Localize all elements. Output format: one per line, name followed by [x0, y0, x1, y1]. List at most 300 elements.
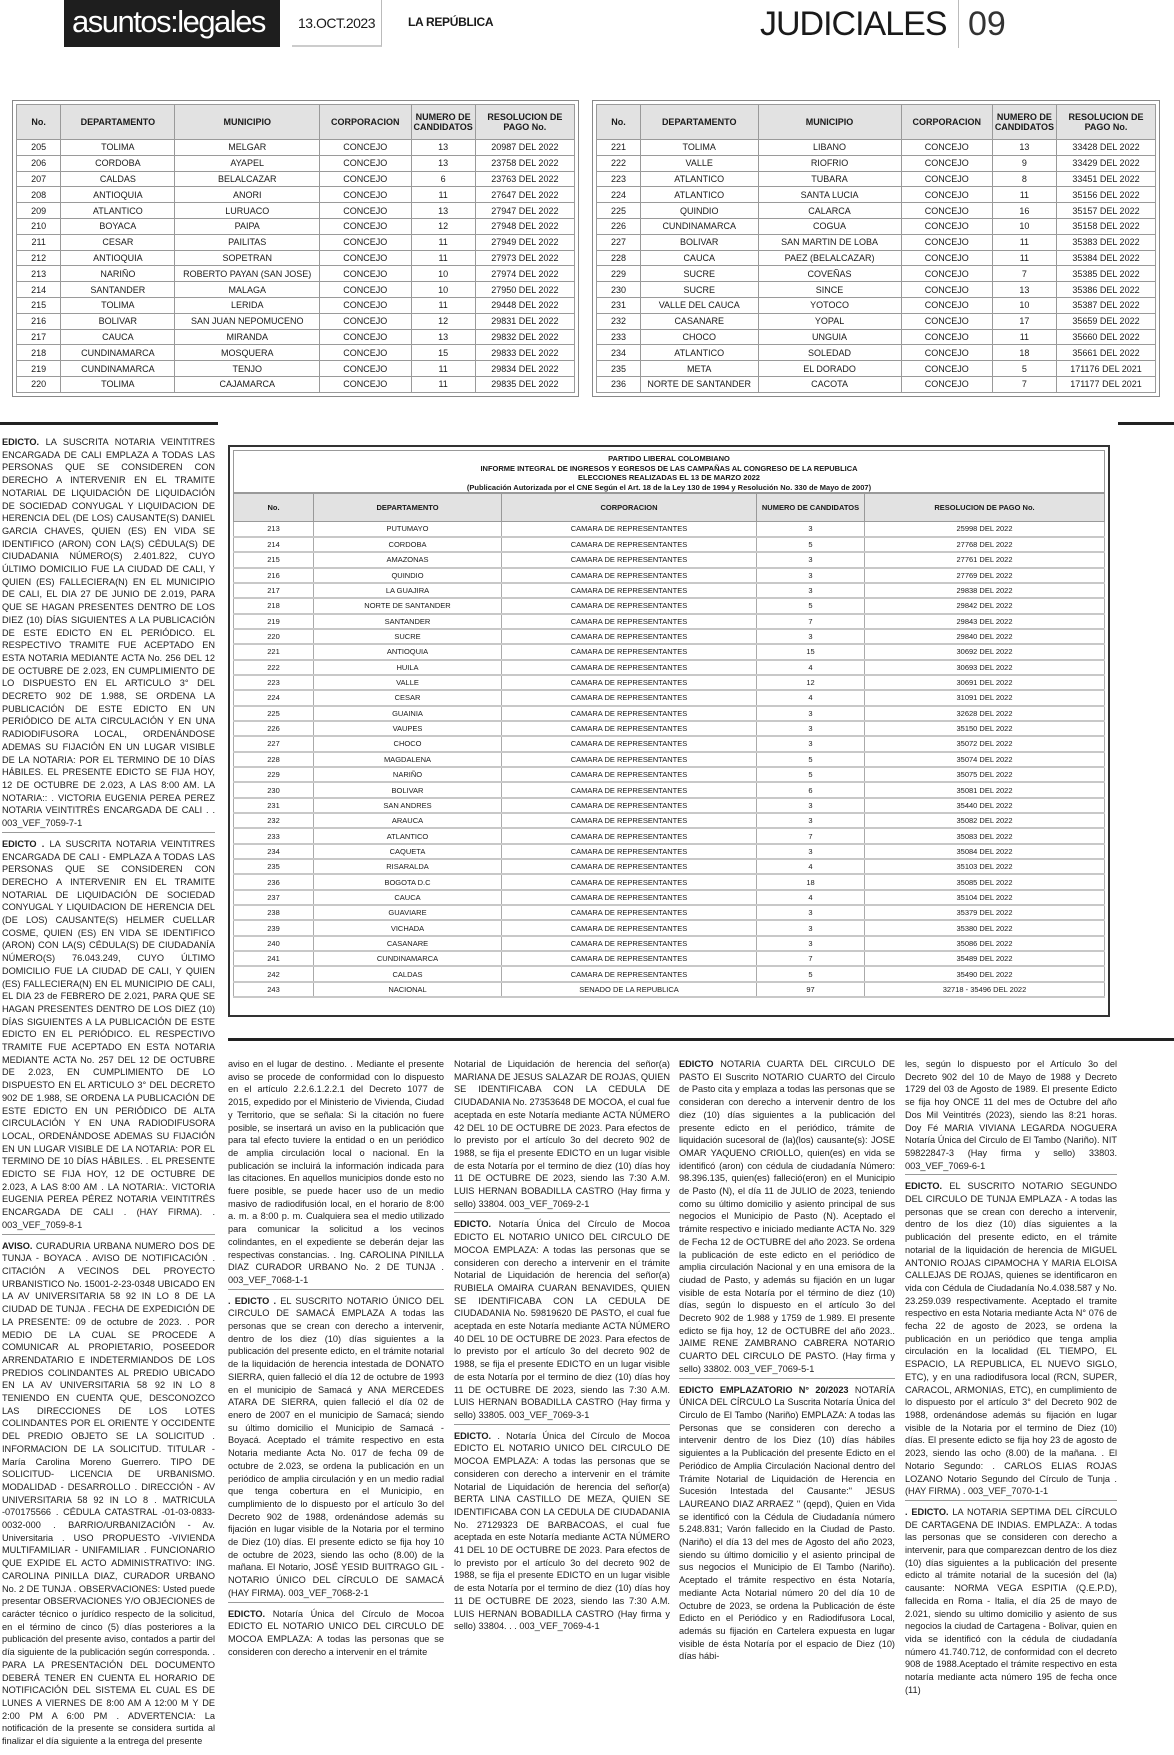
table-cell: LIBANO: [758, 140, 901, 156]
table-row: [234, 920, 1105, 935]
legal-notice: [2, 436, 215, 833]
table-cell: 27647 DEL 2022: [475, 187, 574, 203]
table-cell: 224: [234, 690, 314, 705]
table-cell: CONCEJO: [901, 329, 992, 345]
table-row: [597, 282, 1156, 298]
legal-notice: [905, 1180, 1117, 1501]
table-cell: CONCEJO: [320, 203, 412, 219]
table-row: [597, 234, 1156, 250]
table-row: [234, 798, 1105, 813]
table-row: [17, 376, 575, 392]
table-cell: 242: [234, 966, 314, 981]
table-cell: RISARALDA: [314, 859, 502, 874]
table-cell: 27947 DEL 2022: [475, 203, 574, 219]
table-cell: CORDOBA: [314, 537, 502, 552]
notice-body: LA NOTARIA SEPTIMA DEL CÍRCULO DE CARTAGENA DE INDIAS. EMPLAZA:. A todas las personas que se consideren con derecho a intervenir, para que comparezcan dentro de los diez (10) días siguientes a la publicación del presente edicto al trámite notarial de la sucesión del (la) causante: NORMA VEGA ESPITIA (Q.E.P.D), fallecida en Roma - Italia, el día 25 de mayo de 2.021, siendo su ultimo domicilio y asiento de sus negocios la ciudad de Cartagena - Bolivar, quien en vida se identificó con la cédula de ciudadanía número 41.740.712, de conformidad con el decreto 908 de 1988.Aceptado el trámite respectivo en esta notaría mediante acta número 195 de fecha once (11): [905, 1506, 1117, 1695]
table-cell: 238: [234, 905, 314, 920]
table-cell: 35157 DEL 2022: [1056, 203, 1155, 219]
table-cell: CAMARA DE REPRESENTANTES: [502, 598, 757, 613]
table-cell: 35660 DEL 2022: [1056, 329, 1155, 345]
table-cell: TOLIMA: [640, 140, 758, 156]
table-cell: CONCEJO: [320, 234, 412, 250]
table-cell: CONCEJO: [901, 187, 992, 203]
table-row: [597, 250, 1156, 266]
notice-column-4: [679, 1058, 895, 1670]
table-cell: 227: [597, 234, 641, 250]
report-title-line: (Publicación Autorizada por el CNE Según el Art. 18 de la Ley 130 de 1994 y Resolución No. 330 de Mayo de 2007): [466, 482, 872, 492]
table-cell: 233: [234, 828, 314, 843]
section-divider: [958, 0, 959, 48]
table-row: [597, 171, 1156, 187]
table-cell: 35386 DEL 2022: [1056, 282, 1155, 298]
table-cell: GUAVIARE: [314, 905, 502, 920]
table-cell: 35387 DEL 2022: [1056, 297, 1155, 313]
table-cell: 8: [992, 171, 1056, 187]
table-cell: 35384 DEL 2022: [1056, 250, 1155, 266]
table-cell: SANTA LUCIA: [758, 187, 901, 203]
notice-heading: EDICTO.: [2, 437, 40, 447]
table-cell: NORTE DE SANTANDER: [640, 376, 758, 392]
legal-notice: [679, 1058, 895, 1379]
table-row: [17, 297, 575, 313]
table-cell: SAN JUAN NEPOMUCENO: [175, 313, 320, 329]
table-cell: CONCEJO: [901, 218, 992, 234]
table-cell: 231: [234, 798, 314, 813]
table-cell: 233: [597, 329, 641, 345]
table-cell: SOPETRAN: [175, 250, 320, 266]
table-cell: SANTANDER: [314, 614, 502, 629]
table-cell: 225: [597, 203, 641, 219]
table-cell: 222: [234, 660, 314, 675]
table-cell: 10: [411, 282, 475, 298]
table-cell: CONCEJO: [901, 266, 992, 282]
table-cell: 13: [411, 329, 475, 345]
table-cell: 215: [234, 552, 314, 567]
table-row: [17, 329, 575, 345]
table-cell: NACIONAL: [314, 982, 502, 997]
table-cell: 35490 DEL 2022: [865, 966, 1105, 981]
table-cell: 11: [411, 234, 475, 250]
legal-notice: [228, 1058, 444, 1290]
table-cell: CAMARA DE REPRESENTANTES: [502, 537, 757, 552]
table-cell: CASANARE: [314, 936, 502, 951]
table-row: [17, 218, 575, 234]
table-cell: 35083 DEL 2022: [865, 828, 1105, 843]
table-row: [234, 951, 1105, 966]
table-cell: MIRANDA: [175, 329, 320, 345]
brand-name: asuntos:legales: [72, 4, 265, 39]
table-row: [234, 767, 1105, 782]
table-cell: BOYACA: [61, 218, 175, 234]
table-row: [234, 644, 1105, 659]
table-cell: 10: [992, 218, 1056, 234]
report-title-line: PARTIDO LIBERAL COLOMBIANO: [608, 454, 730, 463]
table-cell: 216: [234, 568, 314, 583]
table-row: [597, 155, 1156, 171]
column-header: CORPORACION: [901, 105, 992, 140]
notice-column-2: [228, 1058, 444, 1665]
table-cell: 228: [597, 250, 641, 266]
table-cell: ANTIOQUIA: [61, 250, 175, 266]
table-cell: 35075 DEL 2022: [865, 767, 1105, 782]
table-row: [234, 522, 1105, 537]
table-cell: CAMARA DE REPRESENTANTES: [502, 690, 757, 705]
table-cell: 5: [757, 767, 865, 782]
table-cell: 211: [17, 234, 61, 250]
table-cell: SOLEDAD: [758, 345, 901, 361]
table-cell: CAJAMARCA: [175, 376, 320, 392]
table-cell: 35659 DEL 2022: [1056, 313, 1155, 329]
column-header: RESOLUCION DE PAGO No.: [1056, 105, 1155, 140]
table-cell: 11: [992, 329, 1056, 345]
table-cell: CAUCA: [640, 250, 758, 266]
table-cell: 29843 DEL 2022: [865, 614, 1105, 629]
table-cell: 35489 DEL 2022: [865, 951, 1105, 966]
table-cell: 35380 DEL 2022: [865, 920, 1105, 935]
table-row: [17, 345, 575, 361]
table-cell: 223: [234, 675, 314, 690]
table-cell: SUCRE: [640, 266, 758, 282]
table-cell: 27769 DEL 2022: [865, 568, 1105, 583]
table-cell: 35082 DEL 2022: [865, 813, 1105, 828]
table-cell: 5: [757, 966, 865, 981]
table-cell: CONCEJO: [901, 376, 992, 392]
table-row: [597, 361, 1156, 377]
table-cell: VALLE: [314, 675, 502, 690]
table-cell: CAMARA DE REPRESENTANTES: [502, 936, 757, 951]
table-cell: RIOFRIO: [758, 155, 901, 171]
table-cell: YOPAL: [758, 313, 901, 329]
table-cell: PAILITAS: [175, 234, 320, 250]
table-cell: CONCEJO: [320, 266, 412, 282]
table-cell: 23758 DEL 2022: [475, 155, 574, 171]
table-cell: 11: [992, 187, 1056, 203]
table-cell: CAUCA: [314, 890, 502, 905]
table-cell: 11: [411, 297, 475, 313]
notice-heading: EDICTO.: [228, 1608, 266, 1619]
table-cell: CONCEJO: [901, 297, 992, 313]
table-cell: MAGDALENA: [314, 752, 502, 767]
table-cell: 205: [17, 140, 61, 156]
table-cell: 29831 DEL 2022: [475, 313, 574, 329]
table-row: [234, 537, 1105, 552]
table-cell: CONCEJO: [901, 203, 992, 219]
table-cell: 3: [757, 706, 865, 721]
table-cell: CONCEJO: [320, 171, 412, 187]
table-cell: CAMARA DE REPRESENTANTES: [502, 706, 757, 721]
table-cell: 27761 DEL 2022: [865, 552, 1105, 567]
table-cell: CHOCO: [314, 736, 502, 751]
table-cell: 29835 DEL 2022: [475, 376, 574, 392]
table-cell: 13: [411, 203, 475, 219]
table-row: [597, 203, 1156, 219]
table-cell: 30693 DEL 2022: [865, 660, 1105, 675]
table-cell: 210: [17, 218, 61, 234]
table-cell: 231: [597, 297, 641, 313]
table-cell: 13: [992, 282, 1056, 298]
table-cell: CAMARA DE REPRESENTANTES: [502, 859, 757, 874]
table-row: [597, 329, 1156, 345]
table-cell: 4: [757, 859, 865, 874]
table-cell: CAMARA DE REPRESENTANTES: [502, 736, 757, 751]
table-cell: 229: [234, 767, 314, 782]
table-cell: 224: [597, 187, 641, 203]
table-cell: CACOTA: [758, 376, 901, 392]
table-cell: ATLANTICO: [314, 828, 502, 843]
section-rule: [228, 1038, 1174, 1041]
legal-notice: [228, 1295, 444, 1603]
notice-heading: . EDICTO.: [905, 1506, 949, 1517]
table-row: [234, 859, 1105, 874]
page-number: 09: [968, 5, 1006, 43]
table-cell: 29838 DEL 2022: [865, 583, 1105, 598]
legal-notice: [228, 1608, 444, 1661]
table-cell: SANTANDER: [61, 282, 175, 298]
table-cell: 3: [757, 568, 865, 583]
notice-heading: . EDICTO .: [228, 1295, 277, 1306]
camara-table: [233, 493, 1105, 998]
table-row: [17, 234, 575, 250]
table-cell: 230: [597, 282, 641, 298]
table-cell: 207: [17, 171, 61, 187]
table-cell: 239: [234, 920, 314, 935]
table-row: [597, 376, 1156, 392]
table-cell: 35440 DEL 2022: [865, 798, 1105, 813]
column-header: NUMERO DE CANDIDATOS: [757, 494, 865, 522]
report-title-line: INFORME INTEGRAL DE INGRESOS Y EGRESOS DE LAS CAMPAÑAS AL CONGRESO DE LA REPUBLICA: [480, 463, 858, 473]
table-cell: 35156 DEL 2022: [1056, 187, 1155, 203]
notice-body: NOTARIA CUARTA DEL CIRCULO DE PASTO El Suscrito NOTARIO CUARTO del Circulo de Pasto cita y emplaza a todas las personas que se consideran con derecho a intervenir dentro de los diez (10) días siguientes a la publicación del presente edicto en el periódico, trámite de liquidación sucesoral de (la)(los) causante(s): JOSE OMAR YAQUENO CRIOLLO, quien(es) en vida se identificó (aron) con cédula de ciudadanía Número: 98.396.135, quien(es) falleció(eron) en el Municipio de Pasto (N), el día 11 de JULIO de 2023, teniendo como su último domicilio y asiento principal de sus negocios el Municipio de Pasto (N). Aceptado el trámite respectivo e iniciado mediante ACTA No. 329 de Fecha 12 de OCTUBRE del año 2023. Se ordena la publicación de este edicto en el periódico de amplia circulación Nacional y en una emisora de la ciudad de Pasto, y además su fijación en un lugar visible de esta Notaría por el término de diez (10) días, según lo dispuesto en el artículo 3o del Decreto 902 de 1.988 y 1759 de 1.989. El presente edicto se fija hoy, 12 de OCTUBRE del año 2023.. JAIME RENE ZAMBRANO CABRERA NOTARIO CUARTO DEL CIRCULO DE PASTO. (Hay firma y sello) 33802. 003_VEF_7069-5-1: [679, 1059, 895, 1374]
column-header: NUMERO DE CANDIDATOS: [411, 105, 475, 140]
table-cell: 33428 DEL 2022: [1056, 140, 1155, 156]
table-cell: 230: [234, 782, 314, 797]
table-cell: 17: [992, 313, 1056, 329]
table-cell: 11: [992, 250, 1056, 266]
table-cell: 3: [757, 583, 865, 598]
table-cell: 208: [17, 187, 61, 203]
legal-notice: [2, 838, 215, 1235]
table-cell: CONCEJO: [320, 361, 412, 377]
table-cell: NARIÑO: [61, 266, 175, 282]
table-cell: CONCEJO: [320, 297, 412, 313]
table-cell: 29834 DEL 2022: [475, 361, 574, 377]
table-row: [17, 250, 575, 266]
table-cell: 240: [234, 936, 314, 951]
table-cell: 10: [992, 297, 1056, 313]
column-header: No.: [597, 105, 641, 140]
table-cell: 4: [757, 690, 865, 705]
table-cell: SAN ANDRES: [314, 798, 502, 813]
table-cell: 97: [757, 982, 865, 997]
table-row: [234, 982, 1105, 997]
table-cell: 5: [757, 537, 865, 552]
table-header-row: [597, 105, 1156, 140]
notice-heading: AVISO.: [2, 1240, 33, 1251]
table-cell: 218: [234, 598, 314, 613]
table-row: [597, 140, 1156, 156]
table-row: [234, 583, 1105, 598]
table-cell: 214: [234, 537, 314, 552]
table-cell: SAN MARTIN DE LOBA: [758, 234, 901, 250]
table-cell: 5: [992, 361, 1056, 377]
table-header-row: [234, 494, 1105, 522]
table-cell: 15: [757, 644, 865, 659]
column-header: MUNICIPIO: [758, 105, 901, 140]
table-row: [234, 675, 1105, 690]
table-cell: CONCEJO: [320, 329, 412, 345]
table-cell: 3: [757, 522, 865, 537]
table-row: [234, 568, 1105, 583]
column-header: No.: [234, 494, 314, 522]
table-cell: 18: [992, 345, 1056, 361]
table-cell: 219: [17, 361, 61, 377]
table-cell: 30692 DEL 2022: [865, 644, 1105, 659]
column-header: DEPARTAMENTO: [314, 494, 502, 522]
table-cell: 3: [757, 552, 865, 567]
column-header: DEPARTAMENTO: [640, 105, 758, 140]
notice-heading: EDICTO .: [2, 838, 45, 849]
table-cell: ROBERTO PAYAN (SAN JOSE): [175, 266, 320, 282]
notice-body: LA SUSCRITA NOTARIA VEINTITRES ENCARGADA DE CALI - EMPLAZA A TODAS LAS PERSONAS QUE SE CONSIDEREN CON DERECHO A INTERVENIR EN EL TRAMITE NOTARIAL DE LIQUIDACIÓN DE SOCIEDAD CONYUGAL Y LIQUIDACION DE HERENCIA DEL (DE LOS) CAUSANTE(S) HELMER CUELLAR COSME, QUIEN (ES) EN VIDA SE IDENTIFICO (ARON) CON LA(S) CÉDULA(S) DE CIUDADANÍA NÚMERO(S) 76.043.249, CUYO ÚLTIMO DOMICILIO FUE LA CIUDAD DE CALI, Y QUIEN (ES) FALLECIERA(N) EN EL MUNICIPIO DE CALI, EL DIA 23 de FEBRERO DE 2.021, PARA QUE SE HAGAN PRESENTES DENTRO DE LOS DIEZ (10) DÍAS SIGUIENTES A LA PUBLICACIÓN DE ESTE EDICTO EN EL PERIÓDICO. EL RESPECTIVO TRAMITE FUE ACEPTADO EN ESTA NOTARIA MEDIANTE ACTA No. 257 DEL 12 DE OCTUBRE DE 2.023, EN CUMPLIMIENTO DE LO DISPUESTO EN EL ARTICULO 3° DEL DECRETO 902 DE 1.988, SE ORDENA LA PUBLICACIÓN DE ESTE EDICTO EN UN PERIÓDICO DE ALTA CIRCULACIÓN Y EN UNA RADIODIFUSORA LOCAL, ORDENÁNDOSE ADEMAS SU FIJACIÓN EN UN LUGAR VISIBLE DE LA NOTARIA: POR EL TERMINO DE 10 DÍAS HÁBILES. . EL PRESENTE EDICTO SE FIJA HOY, 12 DE OCTUBRE DE 2.023, A LAS 8:00 AM . LA NOTARIA:. VICTORIA EUGENIA PEREA PÉREZ NOTARIA VEINTITRÉS ENCARGADA DE CALI . (HAY FIRMA). . 003_VEF_7059-8-1: [2, 838, 215, 1230]
notice-body: Notarial de Liquidación de herencia del señor(a) MARIANA DE JESUS SALAZAR DE ROJAS, QUIEN SE IDENTIFICABA CON LA CEDULA DE CIUDADANIA No. 27353648 DE MOCOA, el cual fue aceptada en este Notaría mediante ACTA NÚMERO 42 DEL 10 DE OCTUBRE DE 2023. Para efectos de lo previsto por el artículo 3o del decreto 902 de 1988, se fija el presente EDICTO en un lugar visible de esta Notaría por el termino de diez (10) días hoy 11 DE OCTUBRE DE 2023, siendo las 7:30 A.M. LUIS HERNAN BOBADILLA CASTRO (Hay firma y sello) 33804. 003_VEF_7069-2-1: [454, 1059, 670, 1209]
table-cell: 235: [597, 361, 641, 377]
table-cell: LERIDA: [175, 297, 320, 313]
table-cell: BOLIVAR: [61, 313, 175, 329]
table-cell: 5: [757, 598, 865, 613]
table-cell: 25998 DEL 2022: [865, 522, 1105, 537]
table-row: [234, 844, 1105, 859]
notice-body: les, según lo dispuesto por el Artículo 3o del Decreto 902 del 10 de Mayo de 1988 y Decreto 1729 del 03 de Agosto de 1989. El presente Edicto se fija hoy ONCE 11 del mes de Octubre del año Dos Mil Veintitrés (2023), siendo las 8:21 horas. Doy Fé MARIA VIVIANA LEGARDA NOGUERA Notaría Única del Circulo de El Tambo (Nariño). NIT 59822847-3 (Hay firma y sello) 33803. 003_VEF_7069-6-1: [905, 1059, 1117, 1171]
table-cell: VALLE: [640, 155, 758, 171]
table-cell: 35081 DEL 2022: [865, 782, 1105, 797]
table-cell: CESAR: [314, 690, 502, 705]
table-cell: 217: [234, 583, 314, 598]
table-cell: CONCEJO: [901, 234, 992, 250]
table-cell: 7: [757, 614, 865, 629]
table-cell: 29842 DEL 2022: [865, 598, 1105, 613]
table-cell: AMAZONAS: [314, 552, 502, 567]
masthead: [0, 0, 1174, 48]
table-cell: 212: [17, 250, 61, 266]
table-cell: ATLANTICO: [640, 171, 758, 187]
table-cell: TOLIMA: [61, 297, 175, 313]
table-cell: CAMARA DE REPRESENTANTES: [502, 844, 757, 859]
legal-notice: [679, 1384, 895, 1665]
concejo-table-left: [12, 100, 579, 397]
table-cell: BOGOTA D.C: [314, 874, 502, 889]
table-cell: 171177 DEL 2021: [1056, 376, 1155, 392]
table-cell: 35085 DEL 2022: [865, 874, 1105, 889]
table-cell: 3: [757, 936, 865, 951]
notice-body: EL SUSCRITO NOTARIO SEGUNDO DEL CIRCULO DE TUNJA EMPLAZA - A todas las personas que se crean con derecho a intervenir, dentro de los diez (10) días siguientes a la publicación del presente edicto, en el trámite notarial de la liquidación de herencia de MIGUEL ANTONIO ROJAS CIPAMOCHA Y MARIA ELOISA CALLEJAS DE ROJAS, quienes se identificaron en vida con Cédula de Ciudadanía No.4.038.587 y No. 23.259.039 respectivamente. Aceptado el tramite respectivo en esta Notaria mediante Acta N° 076 de fecha 22 de agosto de 2023, se ordena la publicación en un periódico que tenga amplia circulación en la localidad (EL TIEMPO, EL ESPACIO, LA REPUBLICA, EL NUEVO SIGLO, ETC), y en una radiodifusora local (RCN, SUPER, CARACOL, ARMONIAS, ETC), en cumplimiento de lo dispuesto por el artículo 3° del Decreto 902 de 1988, ordenándose además su fijación en lugar visible de la Notaria por el termino de Diez (10) días. El presente edicto se fija hoy 23 de agosto de 2023, siendo las ocho (8.00) de la mañana. . El Notario Segundo: . CARLOS ELIAS ROJAS LOZANO Notario Segundo del Círculo de Tunja . (HAY FIRMA) . 003_VEF_7070-1-1: [905, 1181, 1117, 1497]
table-cell: 11: [411, 250, 475, 266]
newspaper-name: LA REPÚBLICA: [408, 15, 494, 29]
notice-body: Notaría Única del Círculo de Mocoa EDICTO EL NOTARIO UNICO DEL CIRCULO DE MOCOA EMPLAZA: A todas las personas que se consideren con derecho a intervenir en el trámite Notarial de Liquidación de herencia del señor(a) RUBIELA OMAIRA CUARAN BENAVIDES, QUIEN SE IDENTIFICABA CON LA CEDULA DE CIUDADANIA No. 59819620 DE PASTO, el cual fue aceptada en este Notaría mediante ACTA NÚMERO 40 DEL 10 DE OCTUBRE DE 2023. Para efectos de lo previsto por el artículo 3o del decreto 902 de 1988, se fija el presente EDICTO en un lugar visible de esta Notaría por el termino de diez (10) días hoy 11 DE OCTUBRE DE 2023, siendo las 7:30 A.M. LUIS HERNAN BOBADILLA CASTRO (Hay firma y sello) 33805. 003_VEF_7069-3-1: [454, 1219, 670, 1420]
table-cell: VALLE DEL CAUCA: [640, 297, 758, 313]
column-header: MUNICIPIO: [175, 105, 320, 140]
table-cell: 226: [597, 218, 641, 234]
table-cell: 236: [234, 874, 314, 889]
table-cell: CAMARA DE REPRESENTANTES: [502, 890, 757, 905]
table-cell: 35150 DEL 2022: [865, 721, 1105, 736]
table-row: [234, 966, 1105, 981]
table-cell: 215: [17, 297, 61, 313]
table-row: [234, 660, 1105, 675]
table-cell: LURUACO: [175, 203, 320, 219]
table-cell: 32628 DEL 2022: [865, 706, 1105, 721]
concejo-table-right: [592, 100, 1160, 397]
table-cell: 6: [757, 782, 865, 797]
column-header: DEPARTAMENTO: [61, 105, 175, 140]
table-cell: CONCEJO: [901, 171, 992, 187]
table-cell: 6: [411, 171, 475, 187]
table-cell: 3: [757, 798, 865, 813]
table-cell: CAMARA DE REPRESENTANTES: [502, 644, 757, 659]
table-cell: CAMARA DE REPRESENTANTES: [502, 966, 757, 981]
table-cell: 18: [757, 874, 865, 889]
table-cell: CAMARA DE REPRESENTANTES: [502, 614, 757, 629]
table-cell: CAMARA DE REPRESENTANTES: [502, 920, 757, 935]
table-cell: CAMARA DE REPRESENTANTES: [502, 629, 757, 644]
table-cell: 11: [411, 361, 475, 377]
table-cell: 7: [992, 376, 1056, 392]
table-cell: MALAGA: [175, 282, 320, 298]
table-cell: 27950 DEL 2022: [475, 282, 574, 298]
table-cell: SINCE: [758, 282, 901, 298]
table-cell: 23763 DEL 2022: [475, 171, 574, 187]
column-header: NUMERO DE CANDIDATOS: [992, 105, 1056, 140]
table-cell: 221: [234, 644, 314, 659]
table-cell: 236: [597, 376, 641, 392]
column-header: RESOLUCION DE PAGO No.: [475, 105, 574, 140]
table-cell: 213: [17, 266, 61, 282]
table-cell: CAMARA DE REPRESENTANTES: [502, 798, 757, 813]
table-cell: CAMARA DE REPRESENTANTES: [502, 905, 757, 920]
table-cell: CAMARA DE REPRESENTANTES: [502, 813, 757, 828]
table-cell: 35084 DEL 2022: [865, 844, 1105, 859]
table-cell: 35074 DEL 2022: [865, 752, 1105, 767]
table-row: [234, 721, 1105, 736]
table-cell: 12: [411, 218, 475, 234]
table-cell: HUILA: [314, 660, 502, 675]
table-cell: 29833 DEL 2022: [475, 345, 574, 361]
table-cell: 7: [757, 951, 865, 966]
table-cell: 221: [597, 140, 641, 156]
table-row: [234, 828, 1105, 843]
table-cell: CONCEJO: [320, 155, 412, 171]
table-row: [17, 266, 575, 282]
table-cell: 27949 DEL 2022: [475, 234, 574, 250]
table-row: [597, 297, 1156, 313]
table-cell: CONCEJO: [320, 376, 412, 392]
brand-logo: [64, 0, 280, 47]
table-cell: CONCEJO: [320, 187, 412, 203]
table-cell: 223: [597, 171, 641, 187]
table-cell: 213: [234, 522, 314, 537]
table-cell: 11: [992, 234, 1056, 250]
table-cell: 227: [234, 736, 314, 751]
table-cell: 3: [757, 920, 865, 935]
table-cell: CONCEJO: [901, 282, 992, 298]
table-cell: CUNDINAMARCA: [314, 951, 502, 966]
table-cell: CAMARA DE REPRESENTANTES: [502, 874, 757, 889]
table-cell: COGUA: [758, 218, 901, 234]
table-cell: 5: [757, 752, 865, 767]
table-cell: CORDOBA: [61, 155, 175, 171]
table-cell: 220: [234, 629, 314, 644]
table-cell: 232: [234, 813, 314, 828]
legal-notice: [2, 1240, 215, 1750]
